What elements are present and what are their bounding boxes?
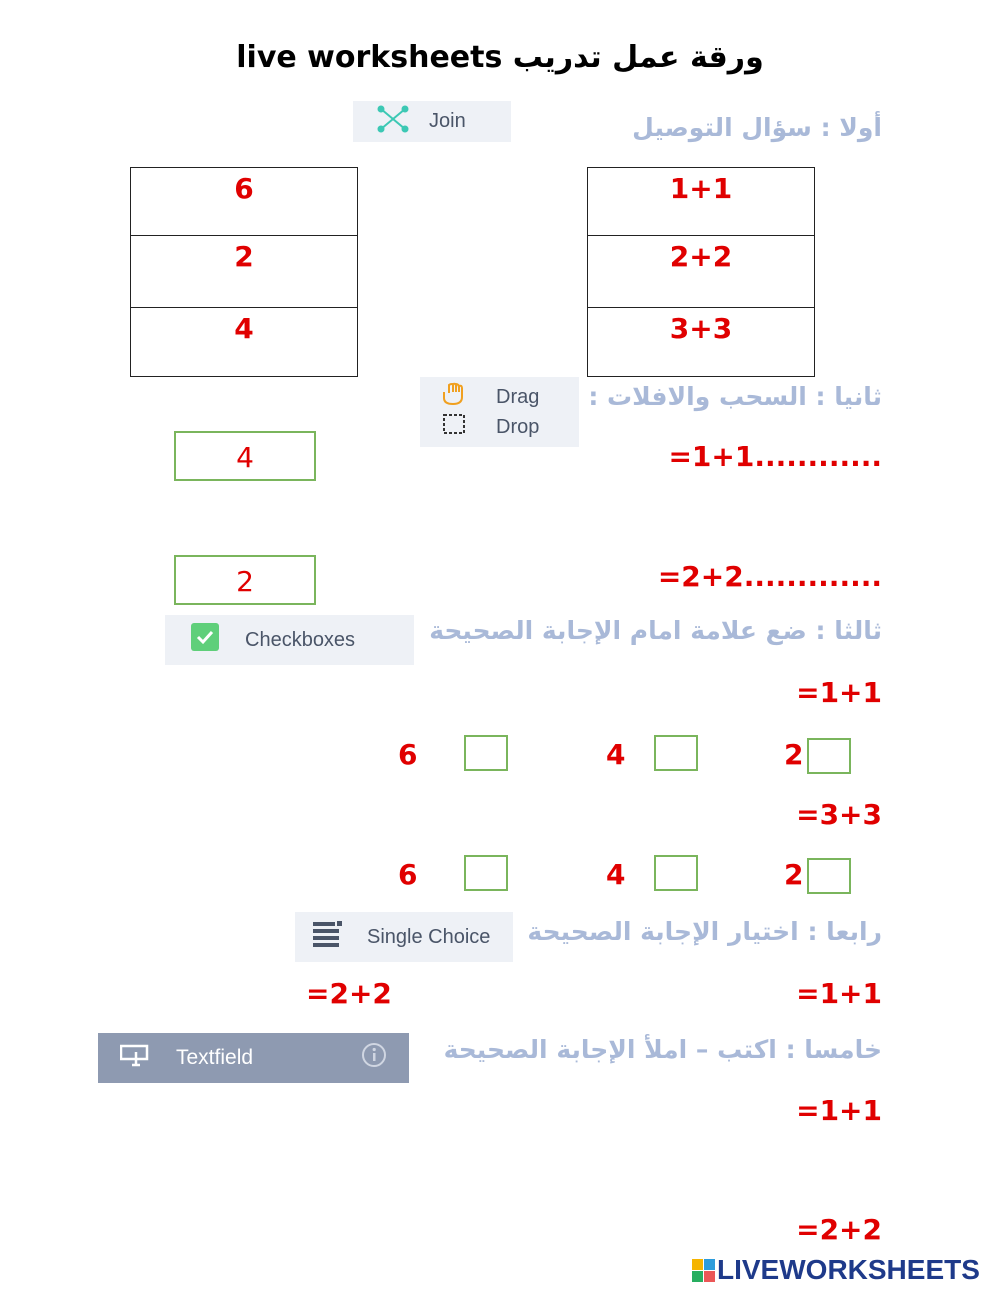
hand-icon bbox=[440, 382, 466, 412]
logo-text: LIVEWORKSHEETS bbox=[717, 1254, 980, 1285]
option-label: 6 bbox=[398, 738, 418, 771]
drop-label: Drop bbox=[496, 415, 540, 438]
join-tool[interactable] bbox=[353, 101, 511, 142]
section1-heading: أولا : سؤال التوصيل bbox=[632, 113, 882, 142]
match-left-item[interactable]: 4 bbox=[131, 308, 358, 377]
answer-checkbox[interactable] bbox=[464, 735, 508, 771]
drag-question-1: =1+1............ bbox=[668, 440, 882, 473]
textfield-label: Textfield bbox=[176, 1046, 254, 1069]
answer-checkbox[interactable] bbox=[807, 858, 851, 894]
textfield-question-2: =2+2 bbox=[796, 1213, 882, 1246]
choice-question-1[interactable]: =1+1 bbox=[796, 977, 882, 1010]
option-label: 2 bbox=[784, 858, 804, 891]
drop-zone-icon bbox=[442, 413, 466, 441]
match-right-item[interactable]: 1+1 bbox=[588, 168, 815, 236]
match-right-item[interactable]: 2+2 bbox=[588, 236, 815, 308]
liveworksheets-logo bbox=[692, 1254, 980, 1286]
match-left-item[interactable]: 2 bbox=[131, 236, 358, 308]
answer-checkbox[interactable] bbox=[807, 738, 851, 774]
join-icon bbox=[377, 105, 409, 139]
textfield-tool[interactable] bbox=[98, 1033, 409, 1083]
single-choice-label: Single Choice bbox=[367, 925, 491, 948]
section4-heading: رابعا : اختيار الإجابة الصحيحة bbox=[527, 917, 882, 946]
answer-checkbox[interactable] bbox=[654, 855, 698, 891]
answer-checkbox[interactable] bbox=[654, 735, 698, 771]
drop-box-2[interactable]: 2 bbox=[174, 555, 316, 605]
drop-box-1[interactable]: 4 bbox=[174, 431, 316, 481]
textfield-question-1: =1+1 bbox=[796, 1094, 882, 1127]
right-match-table bbox=[587, 167, 815, 377]
single-choice-tool[interactable] bbox=[295, 912, 513, 962]
option-label: 2 bbox=[784, 738, 804, 771]
checkboxes-label: Checkboxes bbox=[245, 628, 356, 651]
page-title: ورقة عمل تدريب live worksheets bbox=[236, 40, 764, 75]
section3-heading: ثالثا : ضع علامة امام الإجابة الصحيحة bbox=[429, 616, 882, 645]
info-icon[interactable] bbox=[361, 1042, 387, 1074]
choice-question-2[interactable]: =2+2 bbox=[306, 977, 392, 1010]
match-left-item[interactable]: 6 bbox=[131, 168, 358, 236]
join-tool-label: Join bbox=[429, 110, 466, 132]
textfield-icon bbox=[120, 1043, 150, 1073]
option-label: 4 bbox=[606, 738, 626, 771]
checkbox-question-2: =3+3 bbox=[796, 798, 882, 831]
drag-drop-tool[interactable] bbox=[420, 377, 579, 447]
checkbox-checked-icon bbox=[191, 623, 219, 657]
answer-checkbox[interactable] bbox=[464, 855, 508, 891]
list-icon bbox=[313, 921, 343, 953]
left-match-table bbox=[130, 167, 358, 377]
drag-question-2: =2+2............. bbox=[657, 560, 882, 593]
drag-label: Drag bbox=[496, 385, 540, 408]
match-right-item[interactable]: 3+3 bbox=[588, 308, 815, 377]
checkboxes-tool[interactable] bbox=[165, 615, 414, 665]
option-label: 6 bbox=[398, 858, 418, 891]
checkbox-question-1: =1+1 bbox=[796, 676, 882, 709]
section5-heading: خامسا : اكتب – املأ الإجابة الصحيحة bbox=[443, 1035, 882, 1064]
option-label: 4 bbox=[606, 858, 626, 891]
logo-icon bbox=[692, 1259, 715, 1282]
section2-heading: ثانيا : السحب والافلات : bbox=[588, 382, 882, 411]
